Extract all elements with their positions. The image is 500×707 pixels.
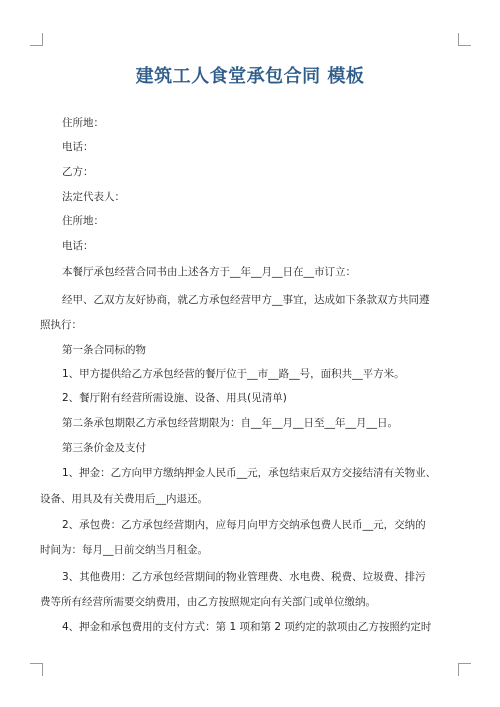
text-line: 1、甲方提供给乙方承包经营的餐厅位于__市__路__号，面积共__平方米。	[62, 368, 405, 380]
corner-mark-bottom-left	[30, 663, 43, 676]
text-line: 电话：	[62, 240, 94, 252]
document-title: 建筑工人食堂承包合同 模板	[135, 66, 365, 87]
text-line: 时间为：每月__日前交纳当月租金。	[40, 544, 208, 556]
text-line: 费等所有经营所需要交纳费用，由乙方按照规定向有关部门或单位缴纳。	[40, 596, 376, 608]
text-line: 本餐厅承包经营合同书由上述各方于__年__月__日在__市订立：	[62, 266, 356, 278]
text-line: 2、承包费：乙方承包经营期内，应每月向甲方交纳承包费人民币__元，交纳的	[62, 519, 426, 531]
text-line: 住所地：	[62, 215, 104, 227]
text-line: 设备、用具及有关费用后__内退还。	[40, 493, 208, 505]
corner-mark-top-left	[30, 33, 43, 46]
corner-mark-top-right	[458, 33, 471, 46]
corner-mark-bottom-right	[458, 663, 471, 676]
text-line: 4、押金和承包费用的支付方式：第 1 项和第 2 项约定的款项由乙方按照约定时	[62, 621, 432, 633]
text-line: 经甲、乙双方友好协商，就乙方承包经营甲方__事宜，达成如下条款双方共同遵	[62, 294, 430, 306]
text-line: 照执行：	[40, 319, 82, 331]
section-heading: 第三条价金及支付	[62, 442, 146, 454]
text-line: 电话：	[62, 141, 94, 153]
text-line: 2、餐厅附有经营所需设施、设备、用具(见清单)	[62, 392, 287, 404]
text-line: 乙方：	[62, 166, 94, 178]
text-line: 法定代表人：	[62, 191, 125, 203]
text-line: 3、其他费用：乙方承包经营期间的物业管理费、水电费、税费、垃圾费、排污	[62, 571, 426, 583]
text-line: 1、押金：乙方向甲方缴纳押金人民币__元，承包结束后双方交接结清有关物业、	[62, 467, 437, 479]
section-heading: 第一条合同标的物	[62, 344, 146, 356]
text-line: 住所地：	[62, 117, 104, 129]
text-line: 第二条承包期限乙方承包经营期限为：自__年__月__日至__年__月__日。	[62, 417, 398, 429]
